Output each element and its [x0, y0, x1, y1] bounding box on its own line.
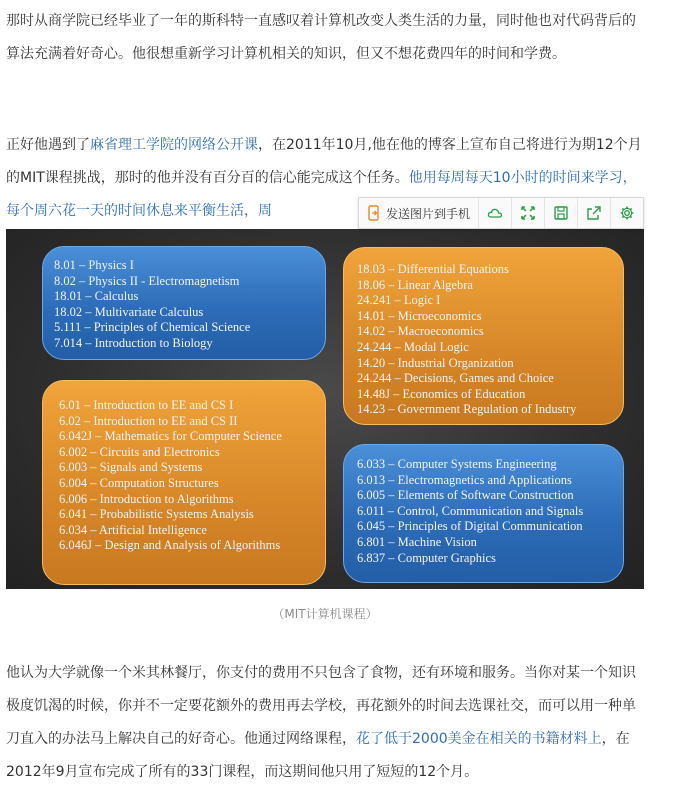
course-item: 24.244 – Modal Logic	[357, 339, 469, 354]
course-box-math-economics	[343, 247, 624, 425]
save-image-button[interactable]	[545, 198, 578, 228]
course-item: 6.02 – Introduction to EE and CS II	[59, 413, 238, 428]
settings-icon	[619, 205, 635, 221]
settings-button[interactable]	[611, 198, 643, 228]
course-box-basics	[42, 246, 326, 360]
paragraph-text: ，在2012年9月宣布完成了所有的33门课程，而这期间他只用了短短的12个月。	[6, 731, 630, 780]
course-item: 6.004 – Computation Structures	[59, 475, 219, 490]
course-item: 6.045 – Principles of Digital Communication	[357, 519, 583, 534]
study-schedule-link[interactable]: 他用每周每天10小时的时间来学习，每个周六花一天的时间休息来平衡生活，周	[6, 170, 637, 219]
course-item: 6.042J – Mathematics for Computer Science	[59, 429, 282, 444]
course-item: 8.01 – Physics I	[54, 258, 134, 272]
image-caption: （MIT计算机课程）	[272, 607, 378, 621]
share-icon	[586, 205, 602, 221]
course-item: 14.20 – Industrial Organization	[357, 355, 514, 370]
course-item: 6.034 – Artificial Intelligence	[59, 522, 207, 537]
course-item: 18.03 – Differential Equations	[357, 262, 509, 276]
cloud-save-button[interactable]	[479, 198, 512, 228]
phone-send-icon	[367, 205, 381, 221]
share-button[interactable]	[578, 198, 611, 228]
paragraph-text: ，在2011年10月,他在他的博客上宣布自己将进行为期12个月的MIT课程挑战，那时的他并没有百分百的信心能完成这个任务。	[6, 137, 642, 186]
book-materials-link[interactable]: 花了低于2000美金在相关的书籍材料上	[356, 731, 602, 747]
course-item: 6.006 – Introduction to Algorithms	[59, 491, 234, 506]
paragraph-text: 正好他遇到了	[6, 137, 90, 153]
cloud-icon	[487, 205, 503, 221]
course-item: 6.033 – Computer Systems Engineering	[357, 457, 557, 471]
course-item: 6.013 – Electromagnetics and Applications	[357, 472, 572, 487]
course-item: 14.23 – Government Regulation of Industry	[357, 402, 577, 417]
course-item: 6.005 – Elements of Software Construction	[357, 488, 574, 503]
course-item: 18.06 – Linear Algebra	[357, 277, 473, 292]
course-item: 5.111 – Principles of Chemical Science	[54, 320, 251, 335]
course-item: 24.241 – Logic I	[357, 293, 441, 308]
course-item: 14.02 – Macroeconomics	[357, 324, 484, 339]
course-item: 6.011 – Control, Communication and Signals	[357, 503, 584, 518]
course-item: 7.014 – Introduction to Biology	[54, 335, 213, 350]
expand-button[interactable]	[512, 198, 545, 228]
course-item: 6.837 – Computer Graphics	[357, 550, 496, 565]
mit-opencourseware-link[interactable]: 麻省理工学院的网络公开课	[90, 137, 258, 153]
course-item: 24.244 – Decisions, Games and Choice	[357, 371, 554, 386]
paragraph-text: 那时从商学院已经毕业了一年的斯科特一直感叹着计算机改变人类生活的力量，同时他也对代码背后的算法充满着好奇心。他很想重新学习计算机相关的知识，但又不想花费四年的时间和学费。	[6, 13, 636, 62]
course-item: 14.01 – Microeconomics	[357, 308, 482, 323]
send-label: 发送图片到手机	[386, 206, 471, 221]
course-item: 6.041 – Probabilistic Systems Analysis	[59, 507, 254, 522]
send-image-to-phone-button[interactable]	[359, 198, 479, 228]
course-item: 18.01 – Calculus	[54, 289, 139, 304]
course-item: 6.801 – Machine Vision	[357, 534, 477, 549]
article-paragraph-conclusion	[6, 657, 646, 789]
course-box-eecs-advanced	[343, 444, 624, 583]
image-toolbar	[358, 197, 644, 229]
article-paragraph-intro	[6, 5, 646, 71]
paragraph-text: 他认为大学就像一个米其林餐厅，你支付的费用不只包含了食物，还有环境和服务。当你对某一个知识极度饥渴的时候，你并不一定要花额外的费用再去学校，再花额外的时间去选课社交，而可以用一种单刀直入的办法马上解决自己的好奇心。他通过网络课程，	[6, 665, 636, 747]
course-item: 18.02 – Multivariate Calculus	[54, 304, 204, 319]
mit-courses-image	[6, 229, 644, 589]
course-box-eecs-core	[42, 380, 326, 585]
course-item: 6.002 – Circuits and Electronics	[59, 444, 220, 459]
course-item: 14.48J – Economics of Education	[357, 386, 526, 401]
expand-icon	[520, 205, 536, 221]
course-item: 6.046J – Design and Analysis of Algorithms	[59, 538, 281, 553]
course-item: 8.02 – Physics II - Electromagnetism	[54, 273, 240, 288]
course-item: 6.003 – Signals and Systems	[59, 460, 203, 475]
course-item: 6.01 – Introduction to EE and CS I	[59, 398, 234, 412]
save-icon	[553, 205, 569, 221]
